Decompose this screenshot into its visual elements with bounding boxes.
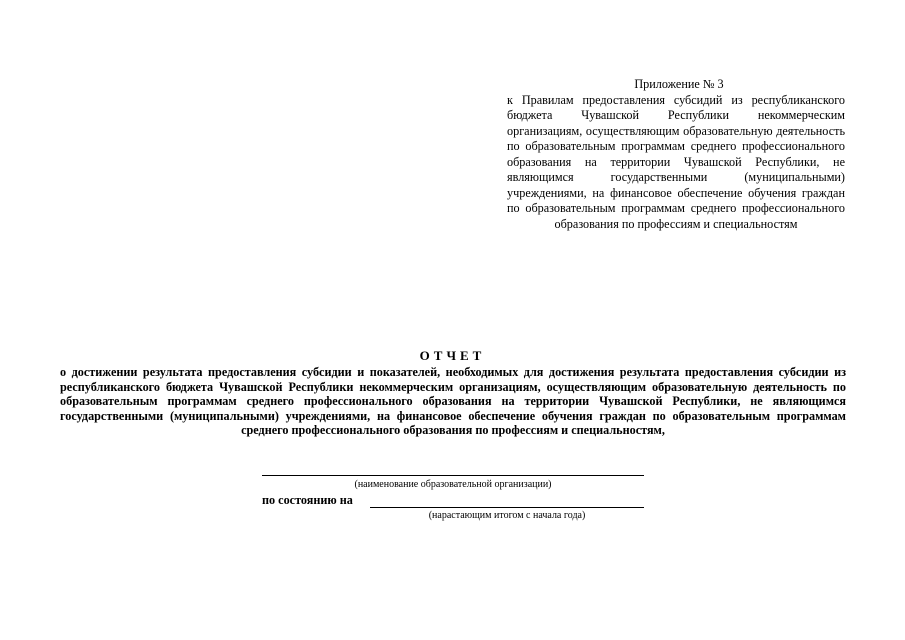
report-subtitle: о достижении результата предоставления субсидии и показателей, необходимых для достижения результата предоставления субсидии из республиканского бюджета Чувашской Республики некоммерческим организациям, осуществляющим образовательную деятельность по образовательным программам среднего профессионального образования на территории Чувашской Республики, не являющимся государственными (муниципальными) учреждениями, на финансовое обеспечение обучения граждан по образовательным программам среднего профессионального образования по профессиям и специальностям, [60, 365, 846, 438]
appendix-block [507, 77, 845, 232]
organization-name-caption: (наименование образовательной организации) [354, 479, 552, 490]
report-title: ОТЧЕТ [419, 348, 486, 363]
appendix-title: Приложение № 3 [634, 77, 724, 91]
organization-name-line [262, 475, 644, 476]
as-of-date-line [370, 507, 644, 508]
as-of-date-label: по состоянию на [262, 493, 353, 507]
as-of-date-caption: (нарастающим итогом с начала года) [428, 510, 586, 521]
appendix-body: к Правилам предоставления субсидий из республиканского бюджета Чувашской Республики некоммерческим организациям, осуществляющим образовательную деятельность по образовательным программам среднего профессионального образования на территории Чувашской Республики, не являющимся государственными (муниципальными) учреждениями, на финансовое обеспечение обучения граждан по образовательным программам среднего профессионального образования по профессиям и специальностям [507, 92, 845, 231]
